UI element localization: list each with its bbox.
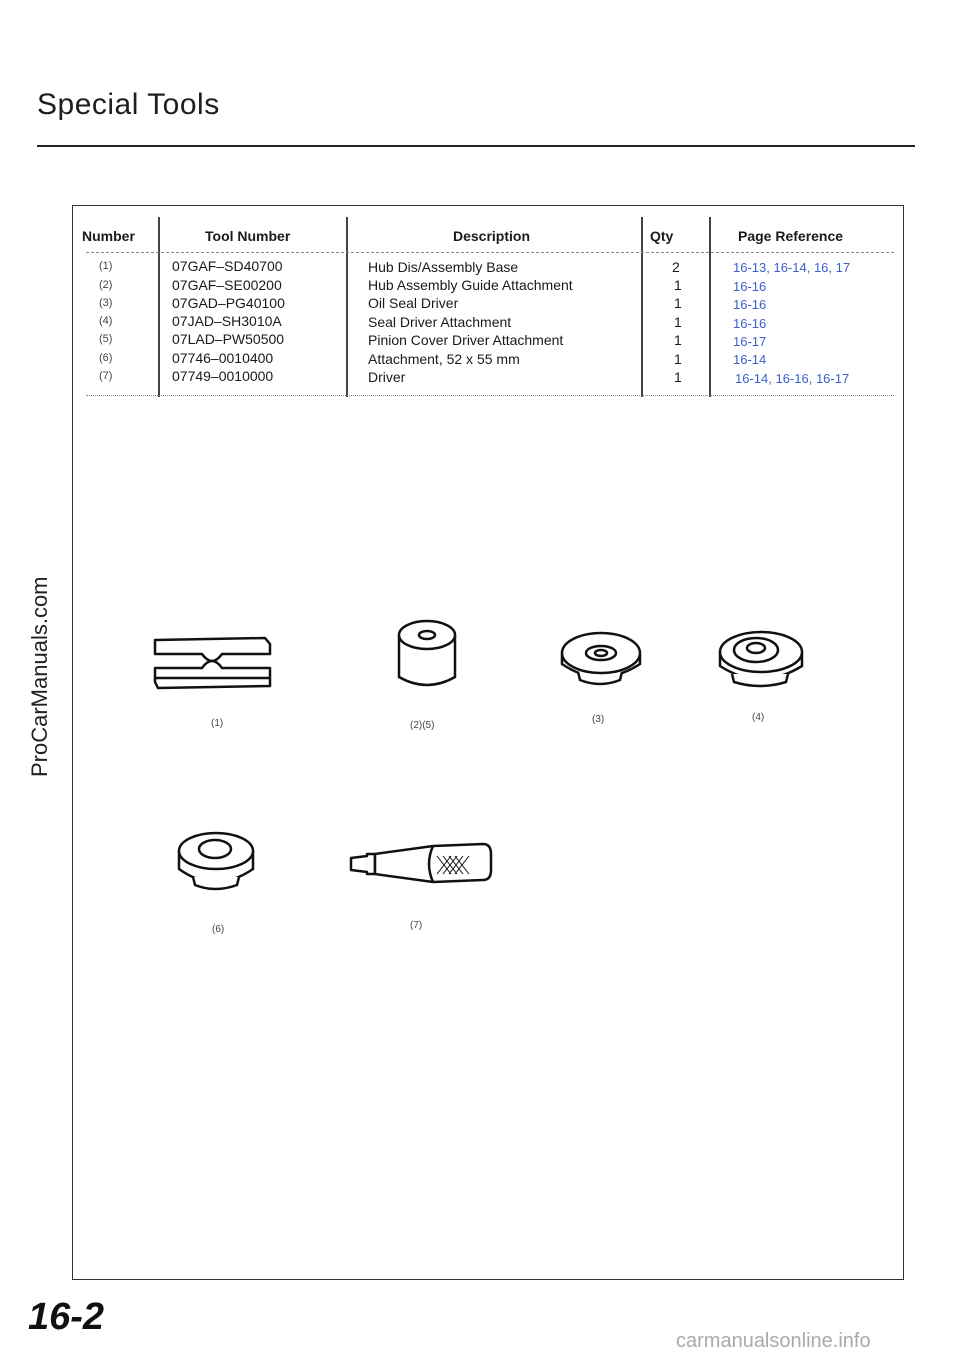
tool-1-illustration [150, 630, 280, 700]
footer-url: carmanualsonline.info [676, 1330, 871, 1352]
row-tool-number: 07746–0010400 [172, 350, 274, 366]
row-qty: 2 [672, 259, 680, 275]
tool-6-label: (6) [212, 924, 225, 935]
column-separator [709, 217, 711, 397]
row-number: (4) [99, 315, 113, 327]
row-number: (2) [99, 279, 113, 291]
table-bottom-rule [86, 395, 894, 396]
row-number: (6) [99, 352, 113, 364]
tool-4-label: (4) [752, 712, 765, 723]
tool-3-label: (3) [592, 714, 605, 725]
title-rule [37, 145, 915, 147]
header-number: Number [82, 228, 135, 244]
tool-6-illustration [175, 825, 260, 895]
row-qty: 1 [674, 314, 682, 330]
row-tool-number: 07GAD–PG40100 [172, 295, 285, 311]
row-number: (1) [99, 260, 113, 272]
row-qty: 1 [674, 351, 682, 367]
row-description: Hub Assembly Guide Attachment [368, 277, 573, 293]
row-description: Attachment, 52 x 55 mm [368, 351, 520, 367]
row-tool-number: 07LAD–PW50500 [172, 331, 285, 347]
tool-3-illustration [558, 628, 648, 693]
row-page-reference: 16-14, 16-16, 16-17 [735, 371, 850, 386]
row-tool-number: 07749–0010000 [172, 368, 274, 384]
tool-1-label: (1) [211, 718, 224, 729]
column-separator [641, 217, 643, 397]
row-number: (3) [99, 297, 113, 309]
row-page-reference: 16-16 [733, 297, 767, 312]
column-separator [158, 217, 160, 397]
row-qty: 1 [674, 332, 682, 348]
header-tool-number: Tool Number [205, 228, 291, 244]
watermark: ProCarManuals.com [27, 576, 52, 777]
header-rule [86, 252, 894, 253]
row-description: Seal Driver Attachment [368, 314, 512, 330]
row-qty: 1 [674, 295, 682, 311]
row-tool-number: 07GAF–SD40700 [172, 258, 283, 274]
row-description: Oil Seal Driver [368, 295, 459, 311]
row-description: Hub Dis/Assembly Base [368, 259, 519, 275]
column-separator [346, 217, 348, 397]
header-qty: Qty [650, 228, 674, 244]
row-tool-number: 07GAF–SE00200 [172, 277, 282, 293]
row-qty: 1 [674, 277, 682, 293]
row-number: (5) [99, 333, 113, 345]
row-description: Driver [368, 369, 406, 385]
row-page-reference: 16-14 [733, 352, 767, 367]
tool-2-5-illustration [393, 615, 463, 695]
row-qty: 1 [674, 369, 682, 385]
tool-4-illustration [716, 628, 806, 693]
row-page-reference: 16-16 [733, 279, 767, 294]
tool-7-illustration [345, 840, 495, 890]
page-number: 16-2 [28, 1296, 105, 1338]
header-description: Description [453, 228, 531, 244]
tool-7-label: (7) [410, 920, 423, 931]
header-page-reference: Page Reference [738, 228, 844, 244]
page-title: Special Tools [37, 88, 220, 121]
row-page-reference: 16-16 [733, 316, 767, 331]
row-page-reference: 16-17 [733, 334, 767, 349]
row-tool-number: 07JAD–SH3010A [172, 313, 282, 329]
row-page-reference: 16-13, 16-14, 16, 17 [733, 260, 851, 275]
row-description: Pinion Cover Driver Attachment [368, 332, 564, 348]
row-number: (7) [99, 370, 113, 382]
tool-2-5-label: (2)(5) [410, 720, 435, 731]
